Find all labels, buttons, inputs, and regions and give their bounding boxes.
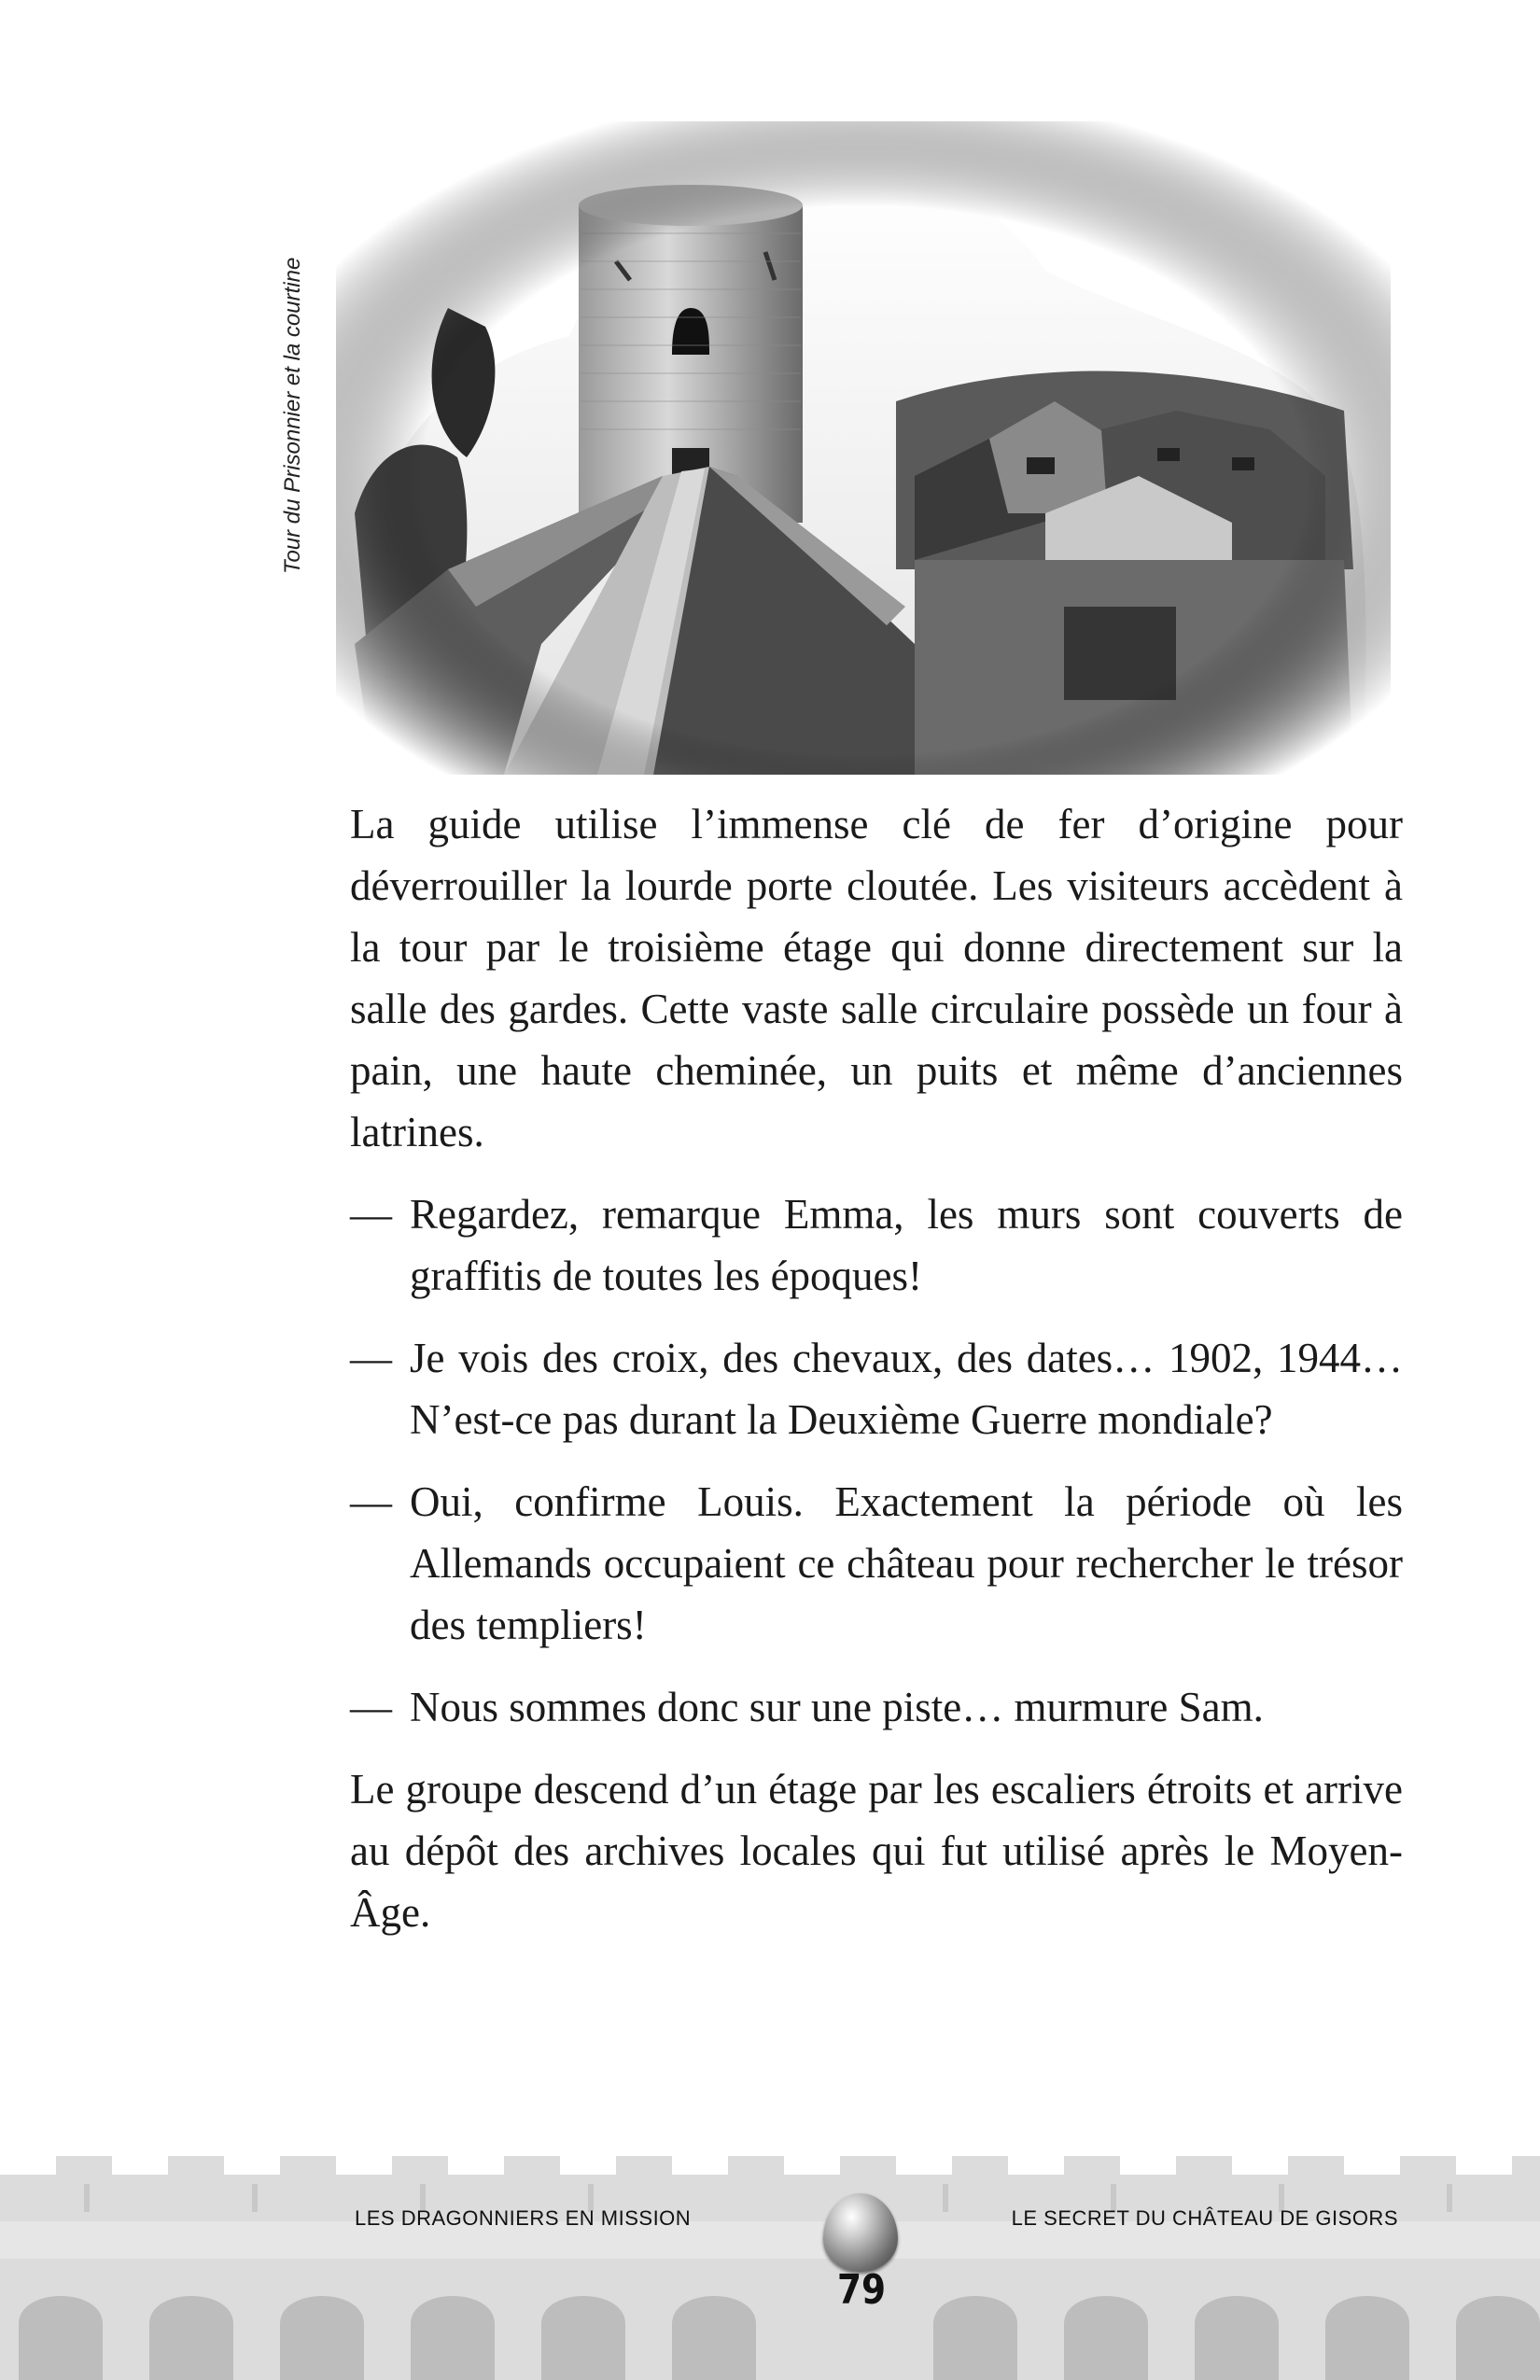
em-dash: — [350, 1478, 392, 1525]
dialogue-line [350, 1327, 1403, 1450]
paragraph: La guide utilise l’immense clé de fer d’origine pour déverrouiller la lourde porte cloutée. Les visiteurs accèdent à la tour par le troisième étage qui donne directement sur la salle des gardes. Cette vaste salle circulaire possède un four à pain, une haute cheminée, un puits et même d’anciennes latrines. [350, 801, 1403, 1155]
body-text [350, 793, 1403, 1964]
footer-rampart [0, 2137, 1540, 2380]
dialogue-text: Je vois des croix, des chevaux, des dates… 1902, 1944… N’est-ce pas durant la Deuxième Guerre mondiale? [410, 1335, 1403, 1443]
series-title: LES DRAGONNIERS EN MISSION [355, 2206, 692, 2230]
em-dash: — [350, 1335, 392, 1381]
closing-paragraph: Le groupe descend d’un étage par les escaliers étroits et arrive au dépôt des archives locales qui fut utilisé après le Moyen-Âge. [350, 1766, 1403, 1936]
photo-caption: Tour du Prisonnier et la courtine [280, 257, 305, 574]
tower-illustration [336, 121, 1391, 775]
book-title: LE SECRET DU CHÂTEAU DE GISORS [1011, 2206, 1398, 2230]
dialogue-text: Nous sommes donc sur une piste… murmure Sam. [410, 1684, 1264, 1730]
dialogue-line [350, 1471, 1403, 1656]
dialogue-text: Oui, confirme Louis. Exactement la période où les Allemands occupaient ce château pour rechercher le trésor des templiers! [410, 1478, 1403, 1648]
rampart-illustration [0, 2137, 1540, 2380]
page-number: 79 [836, 2266, 887, 2314]
em-dash: — [350, 1684, 392, 1730]
dialogue-line [350, 1676, 1403, 1738]
tower-photo [336, 121, 1391, 775]
em-dash: — [350, 1191, 392, 1238]
dialogue-line [350, 1183, 1403, 1307]
dialogue-text: Regardez, remarque Emma, les murs sont couverts de graffitis de toutes les époques! [410, 1191, 1403, 1299]
